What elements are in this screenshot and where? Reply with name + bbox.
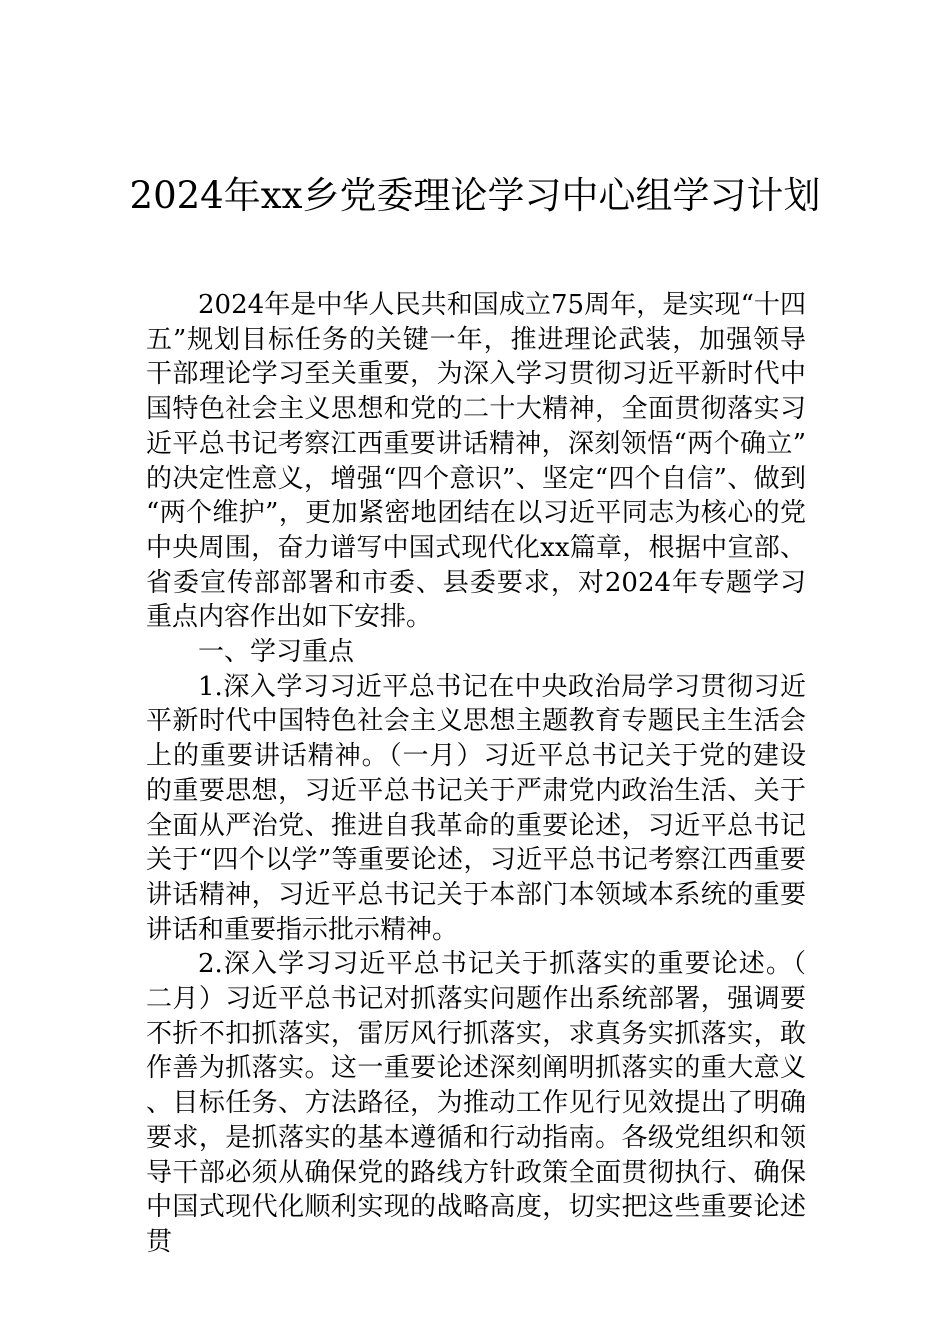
intro-paragraph: 2024年是中华人民共和国成立75周年，是实现“十四五”规划目标任务的关键一年，推进理论武装，加强领导干部理论学习至关重要，为深入学习贯彻习近平新时代中国特色社会主义思想和党的二十大精神，全面贯彻落实习近平总书记考察江西重要讲话精神，深刻领悟“两个确立”的决定性意义，增强“四个意识”、坚定“四个自信”、做到“两个维护”，更加紧密地团结在以习近平同志为核心的党中央周围，奋力谱写中国式现代化xx篇章，根据中宣部、省委宣传部部署和市委、县委要求，对2024年专题学习重点内容作出如下安排。 bbox=[146, 290, 806, 633]
section-heading: 一、学习重点 bbox=[198, 637, 355, 668]
document-title: 2024年xx乡党委理论学习中心组学习计划 bbox=[129, 174, 821, 217]
item-1-paragraph: 1.深入学习习近平总书记在中央政治局学习贯彻习近平新时代中国特色社会主义思想主题教育专题民主生活会上的重要讲话精神。（一月）习近平总书记关于党的建设的重要思想，习近平总书记关于严肃党内政治生活、关于全面从严治党、推进自我革命的重要论述，习近平总书记关于“四个以学”等重要论述，习近平总书记考察江西重要讲话精神，习近平总书记关于本部门本领域本系统的重要讲话和重要指示批示精神。 bbox=[146, 671, 806, 945]
document-body bbox=[146, 288, 806, 1260]
item-2-paragraph: 2.深入学习习近平总书记关于抓落实的重要论述。（二月）习近平总书记对抓落实问题作出系统部署，强调要不折不扣抓落实，雷厉风行抓落实，求真务实抓落实，敢作善为抓落实。这一重要论述深刻阐明抓落实的重大意义、目标任务、方法路径，为推动工作见行见效提出了明确要求，是抓落实的基本遵循和行动指南。各级党组织和领导干部必须从确保党的路线方针政策全面贯彻执行、确保中国式现代化顺利实现的战略高度，切实把这些重要论述贯 bbox=[146, 949, 806, 1257]
